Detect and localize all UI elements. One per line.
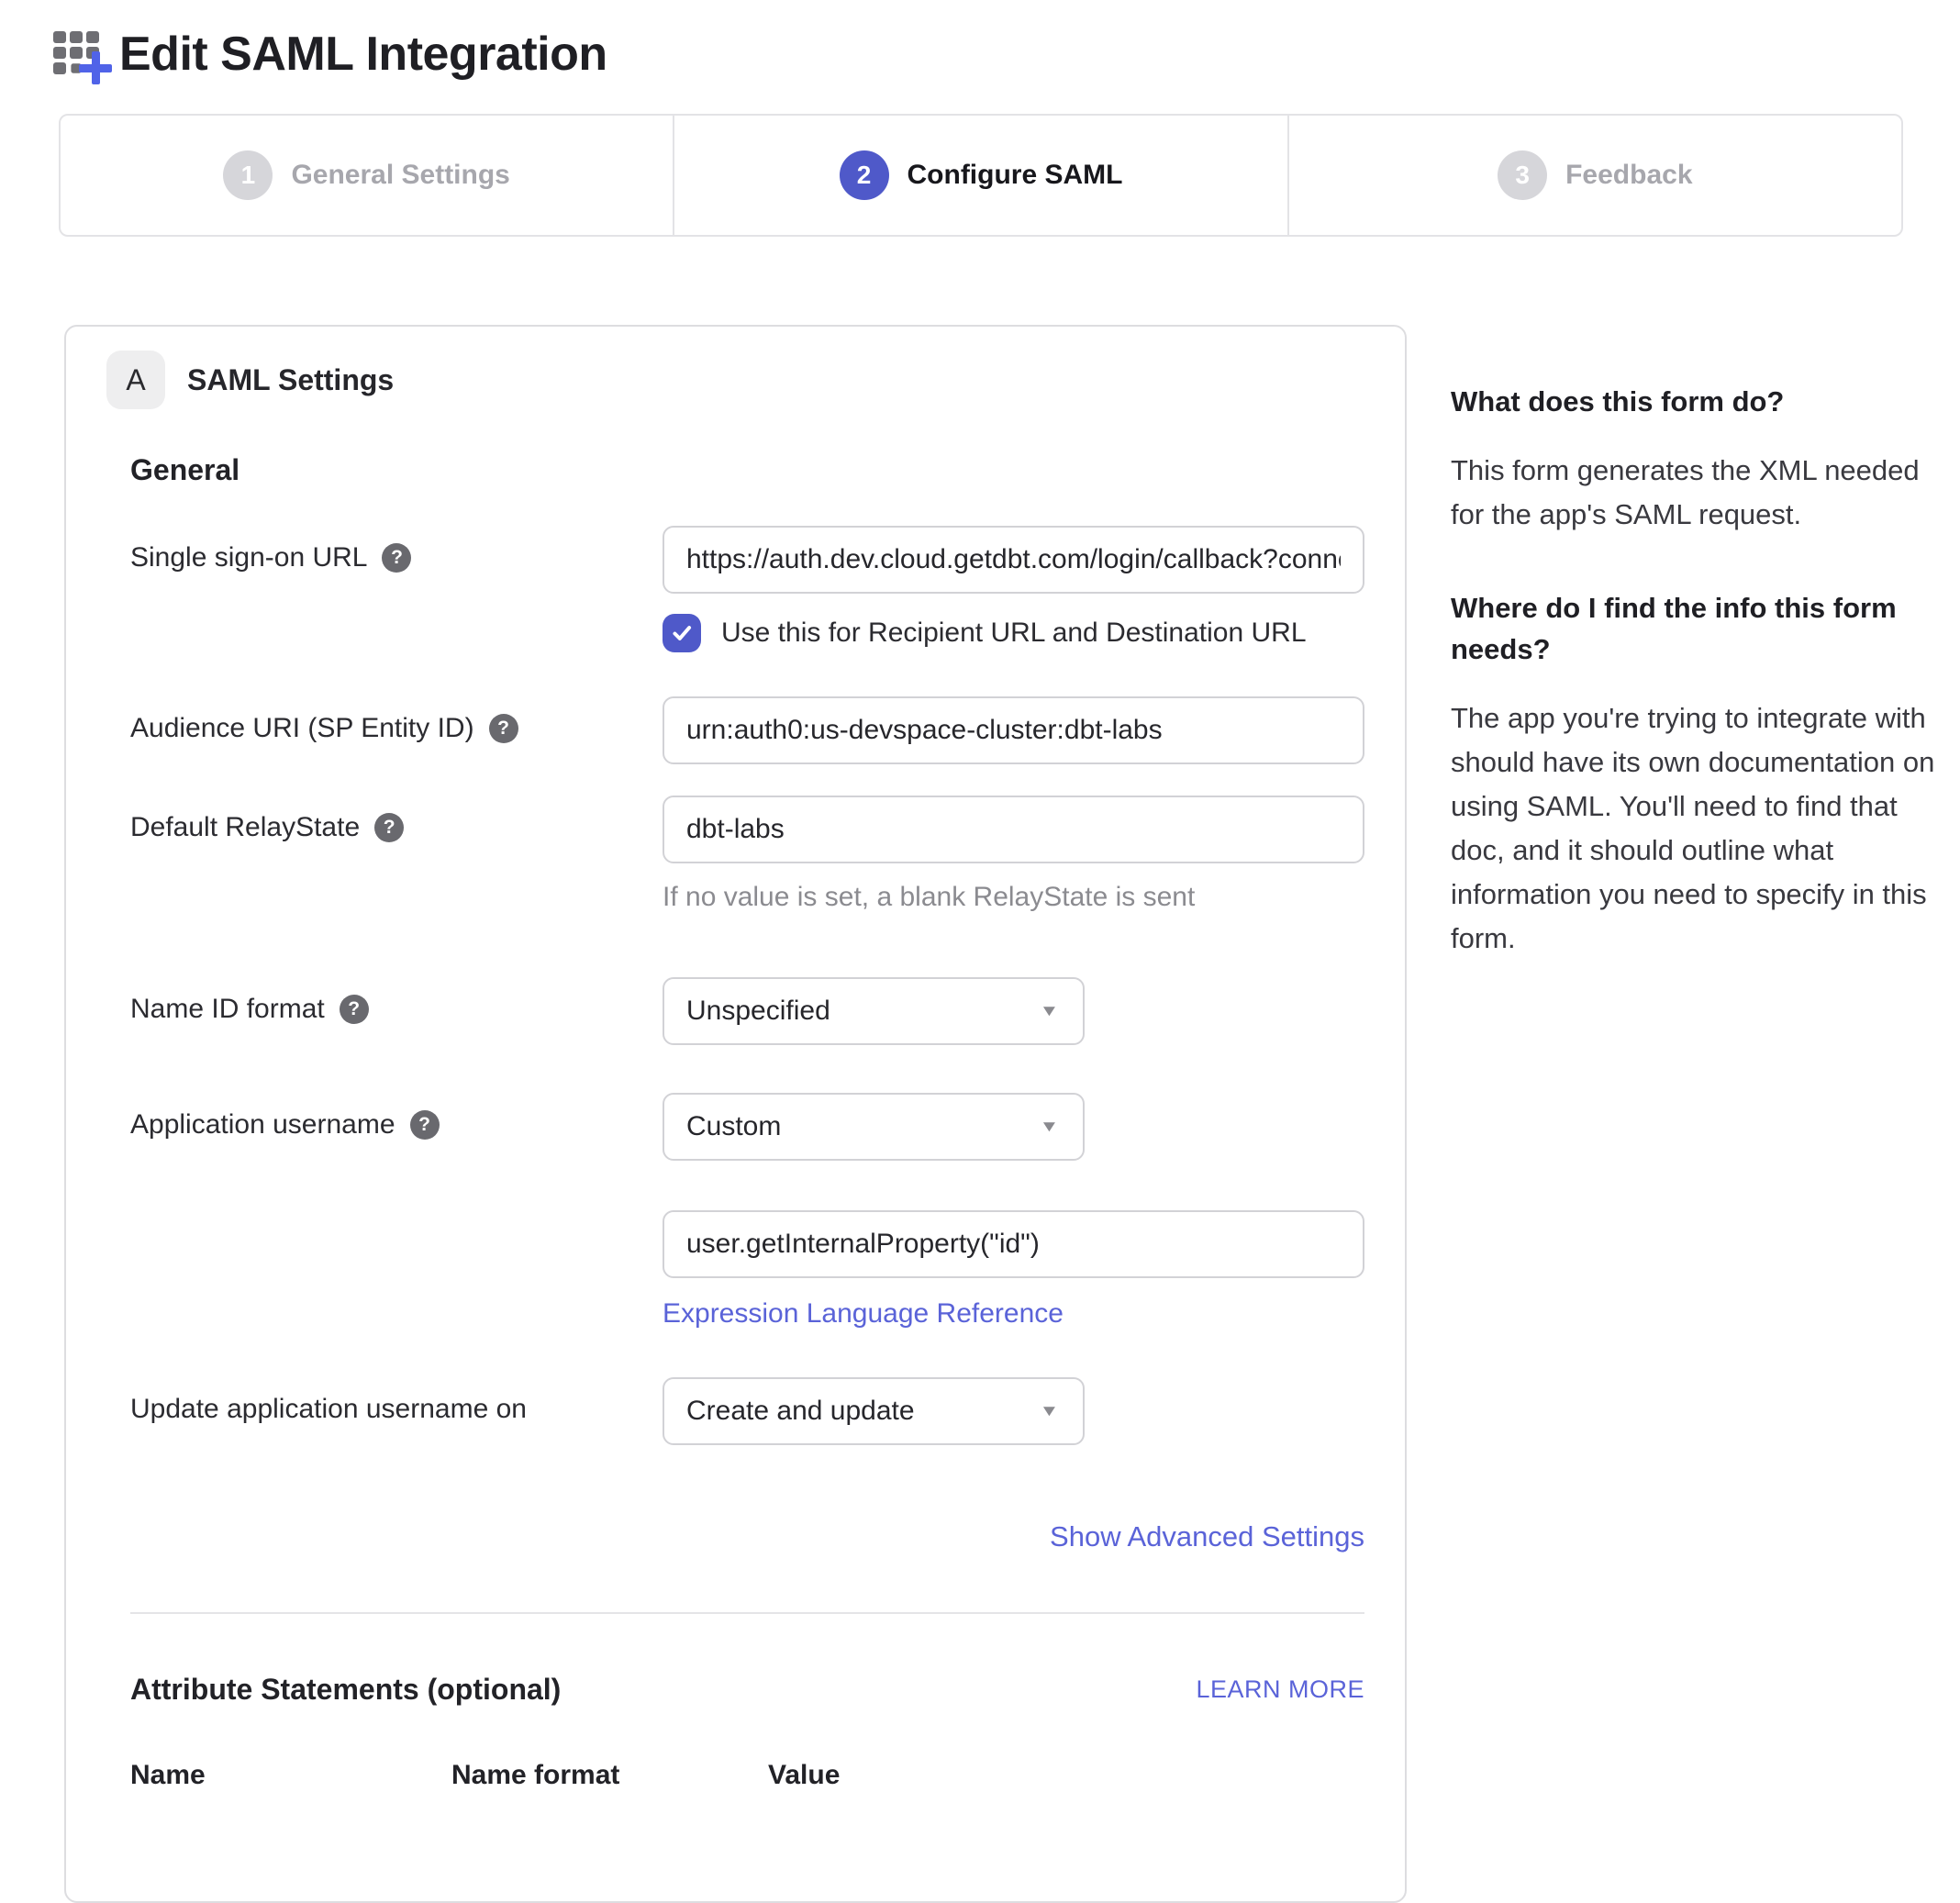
plus-icon: [77, 50, 114, 86]
step-general-settings[interactable]: 1 General Settings: [61, 116, 673, 235]
audience-uri-label: Audience URI (SP Entity ID) ?: [130, 696, 663, 744]
show-advanced-settings-link[interactable]: Show Advanced Settings: [1050, 1520, 1364, 1552]
checkmark-icon: [670, 621, 694, 645]
saml-settings-panel: [64, 325, 1407, 1903]
page-title: Edit SAML Integration: [119, 28, 607, 81]
dropdown-arrow-icon: ▼: [1039, 1402, 1060, 1419]
general-section-heading: General: [130, 453, 240, 486]
relaystate-input[interactable]: [663, 796, 1364, 863]
step-feedback[interactable]: 3 Feedback: [1287, 116, 1901, 235]
step-configure-saml[interactable]: 2 Configure SAML: [673, 116, 1286, 235]
checkbox-label: Use this for Recipient URL and Destination URL: [721, 618, 1307, 648]
help-icon[interactable]: ?: [382, 543, 411, 573]
section-a-badge: A: [106, 351, 165, 409]
attribute-table-header: [130, 1760, 1364, 1791]
help-icon[interactable]: ?: [410, 1110, 440, 1140]
expression-language-reference-link[interactable]: Expression Language Reference: [663, 1298, 1064, 1329]
application-username-label: Application username ?: [130, 1093, 663, 1141]
page-header: [53, 26, 1960, 83]
panel-title: SAML Settings: [187, 362, 395, 396]
sidebar-question-1: What does this form do?: [1451, 385, 1785, 417]
app-grid-add-icon: [53, 26, 110, 83]
section-divider: [130, 1612, 1364, 1614]
column-header-format: Name format: [451, 1760, 620, 1790]
step-number-badge: 1: [223, 150, 273, 200]
step-number-badge: 2: [840, 150, 889, 200]
custom-expression-input[interactable]: [663, 1210, 1364, 1278]
custom-expression-spacer: [130, 1210, 663, 1227]
help-icon[interactable]: ?: [374, 813, 404, 842]
dropdown-arrow-icon: ▼: [1039, 1118, 1060, 1135]
help-icon[interactable]: ?: [489, 714, 518, 743]
relaystate-helper-text: If no value is set, a blank RelayState is sent: [663, 882, 1196, 912]
help-sidebar: [1451, 325, 1937, 961]
column-header-value: Value: [768, 1760, 841, 1790]
sso-url-input[interactable]: [663, 526, 1364, 594]
help-icon[interactable]: ?: [340, 995, 369, 1024]
relaystate-label: Default RelayState ?: [130, 796, 663, 843]
sidebar-question-2: Where do I find the info this form needs?: [1451, 592, 1897, 665]
update-username-on-select[interactable]: Create and update ▼: [663, 1377, 1085, 1445]
name-id-format-select[interactable]: Unspecified ▼: [663, 977, 1085, 1045]
sso-url-label: Single sign-on URL ?: [130, 526, 663, 573]
update-username-on-label: Update application username on: [130, 1394, 527, 1424]
step-number-badge: 3: [1498, 150, 1547, 200]
application-username-select[interactable]: Custom ▼: [663, 1093, 1085, 1161]
dropdown-arrow-icon: ▼: [1039, 1002, 1060, 1019]
wizard-stepper: [59, 114, 1903, 237]
learn-more-link[interactable]: LEARN MORE: [1196, 1675, 1364, 1703]
sidebar-answer-1: This form generates the XML needed for the app's SAML request.: [1451, 453, 1920, 530]
use-for-recipient-checkbox[interactable]: [663, 614, 701, 652]
attribute-statements-heading: Attribute Statements (optional): [130, 1673, 562, 1706]
name-id-format-label: Name ID format ?: [130, 977, 663, 1025]
sidebar-answer-2: The app you're trying to integrate with should have its own documentation on using SAML. You'll need to find that doc, and it should outline what information you need to specify in this form.: [1451, 701, 1935, 955]
column-header-name: Name: [130, 1760, 206, 1790]
audience-uri-input[interactable]: [663, 696, 1364, 764]
